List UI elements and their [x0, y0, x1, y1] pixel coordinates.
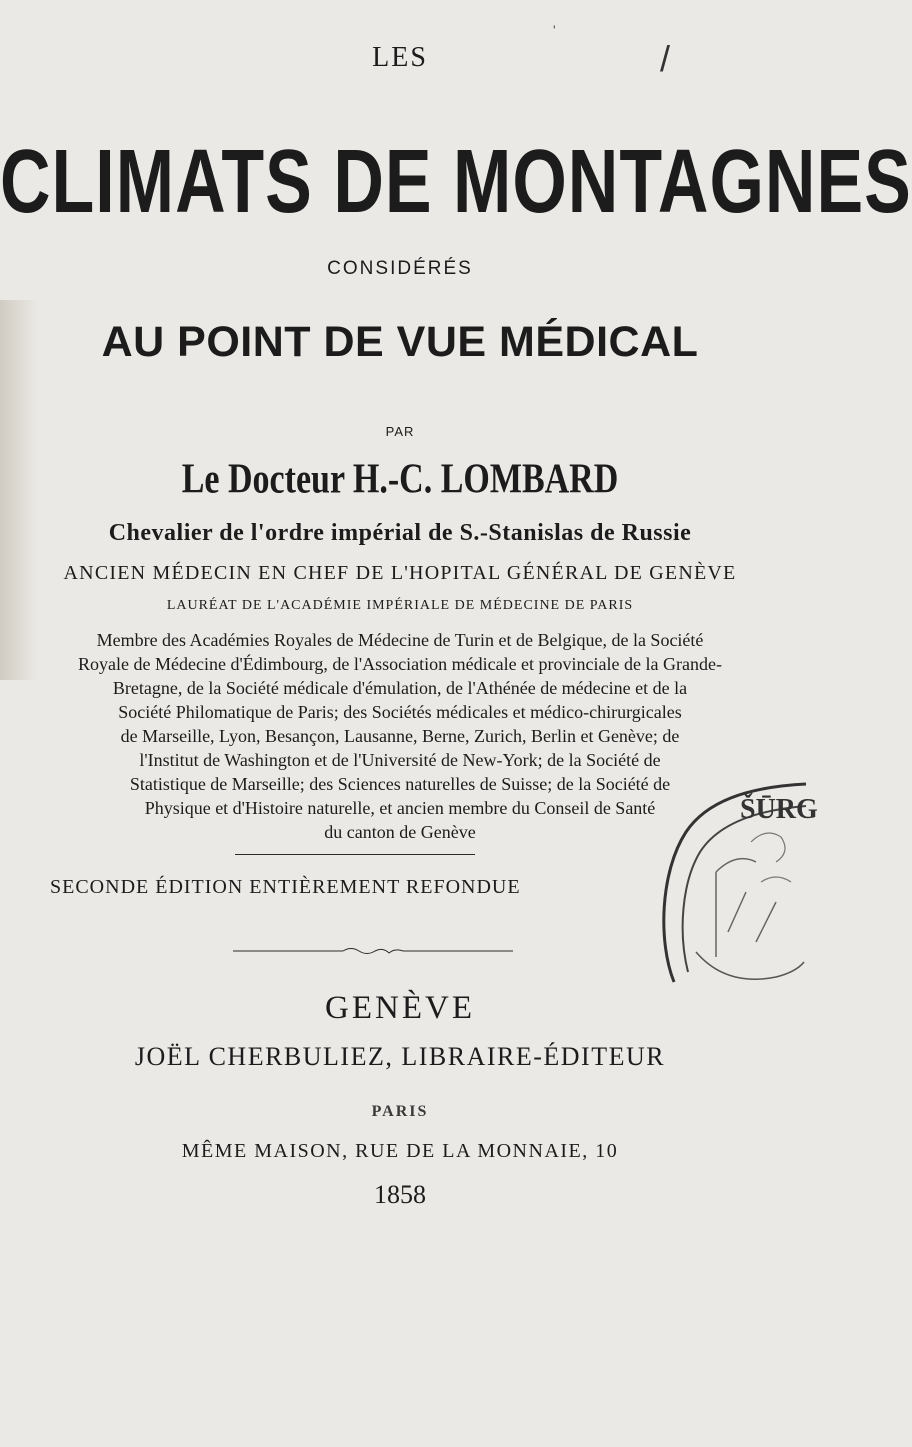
membership-line: Statistique de Marseille; des Sciences naturelles de Suisse; de la Société de: [129, 774, 671, 794]
tick-mark: ': [553, 22, 556, 38]
membership-line: de Marseille, Lyon, Besançon, Lausanne, Berne, Zurich, Berlin et Genève; de: [120, 726, 680, 746]
stamp-letters: ŠŪRG: [740, 794, 818, 825]
former-position: ANCIEN MÉDECIN EN CHEF DE L'HOPITAL GÉNÉRAL DE GENÈVE: [63, 562, 737, 584]
knight-title: Chevalier de l'ordre impérial de S.-Stanislas de Russie: [108, 520, 692, 546]
top-rule: [235, 854, 475, 855]
book-title: CLIMATS DE MONTAGNES: [0, 131, 912, 232]
city-name: GENÈVE: [325, 990, 475, 1026]
considered-label: CONSIDÉRÉS: [327, 258, 473, 279]
publisher-name: JOËL CHERBULIEZ, LIBRAIRE-ÉDITEUR: [134, 1042, 666, 1071]
library-stamp: [656, 782, 818, 992]
membership-line: l'Institut de Washington et de l'Université de New-York; de la Société de: [139, 750, 661, 770]
book-subtitle: AU POINT DE VUE MÉDICAL: [101, 318, 699, 366]
membership-line: Royale de Médecine d'Édimbourg, de l'Association médicale et provinciale de la Grande-: [78, 654, 722, 674]
laureate-line: LAURÉAT DE L'ACADÉMIE IMPÉRIALE DE MÉDECINE DE PARIS: [166, 598, 634, 613]
by-label: PAR: [385, 424, 415, 439]
paris-label: PARIS: [371, 1103, 429, 1120]
edition-note: SECONDE ÉDITION ENTIÈREMENT REFONDUE: [50, 876, 521, 898]
membership-line: du canton de Genève: [324, 822, 476, 842]
address-line: MÊME MAISON, RUE DE LA MONNAIE, 10: [181, 1140, 619, 1162]
membership-line: Membre des Académies Royales de Médecine de Turin et de Belgique, de la Société: [96, 630, 704, 650]
membership-line: Physique et d'Histoire naturelle, et ancien membre du Conseil de Santé: [144, 798, 656, 818]
header-les: LES: [372, 42, 428, 73]
decorative-rule: [233, 944, 513, 958]
handwritten-slash: /: [660, 38, 671, 79]
membership-line: Bretagne, de la Société médicale d'émulation, de l'Athénée de médecine et de la: [112, 678, 688, 698]
author-name: Le Docteur H.-C. LOMBARD: [181, 456, 619, 503]
publication-year: 1858: [374, 1180, 426, 1209]
membership-line: Société Philomatique de Paris; des Sociétés médicales et médico-chirurgicales: [118, 702, 682, 722]
